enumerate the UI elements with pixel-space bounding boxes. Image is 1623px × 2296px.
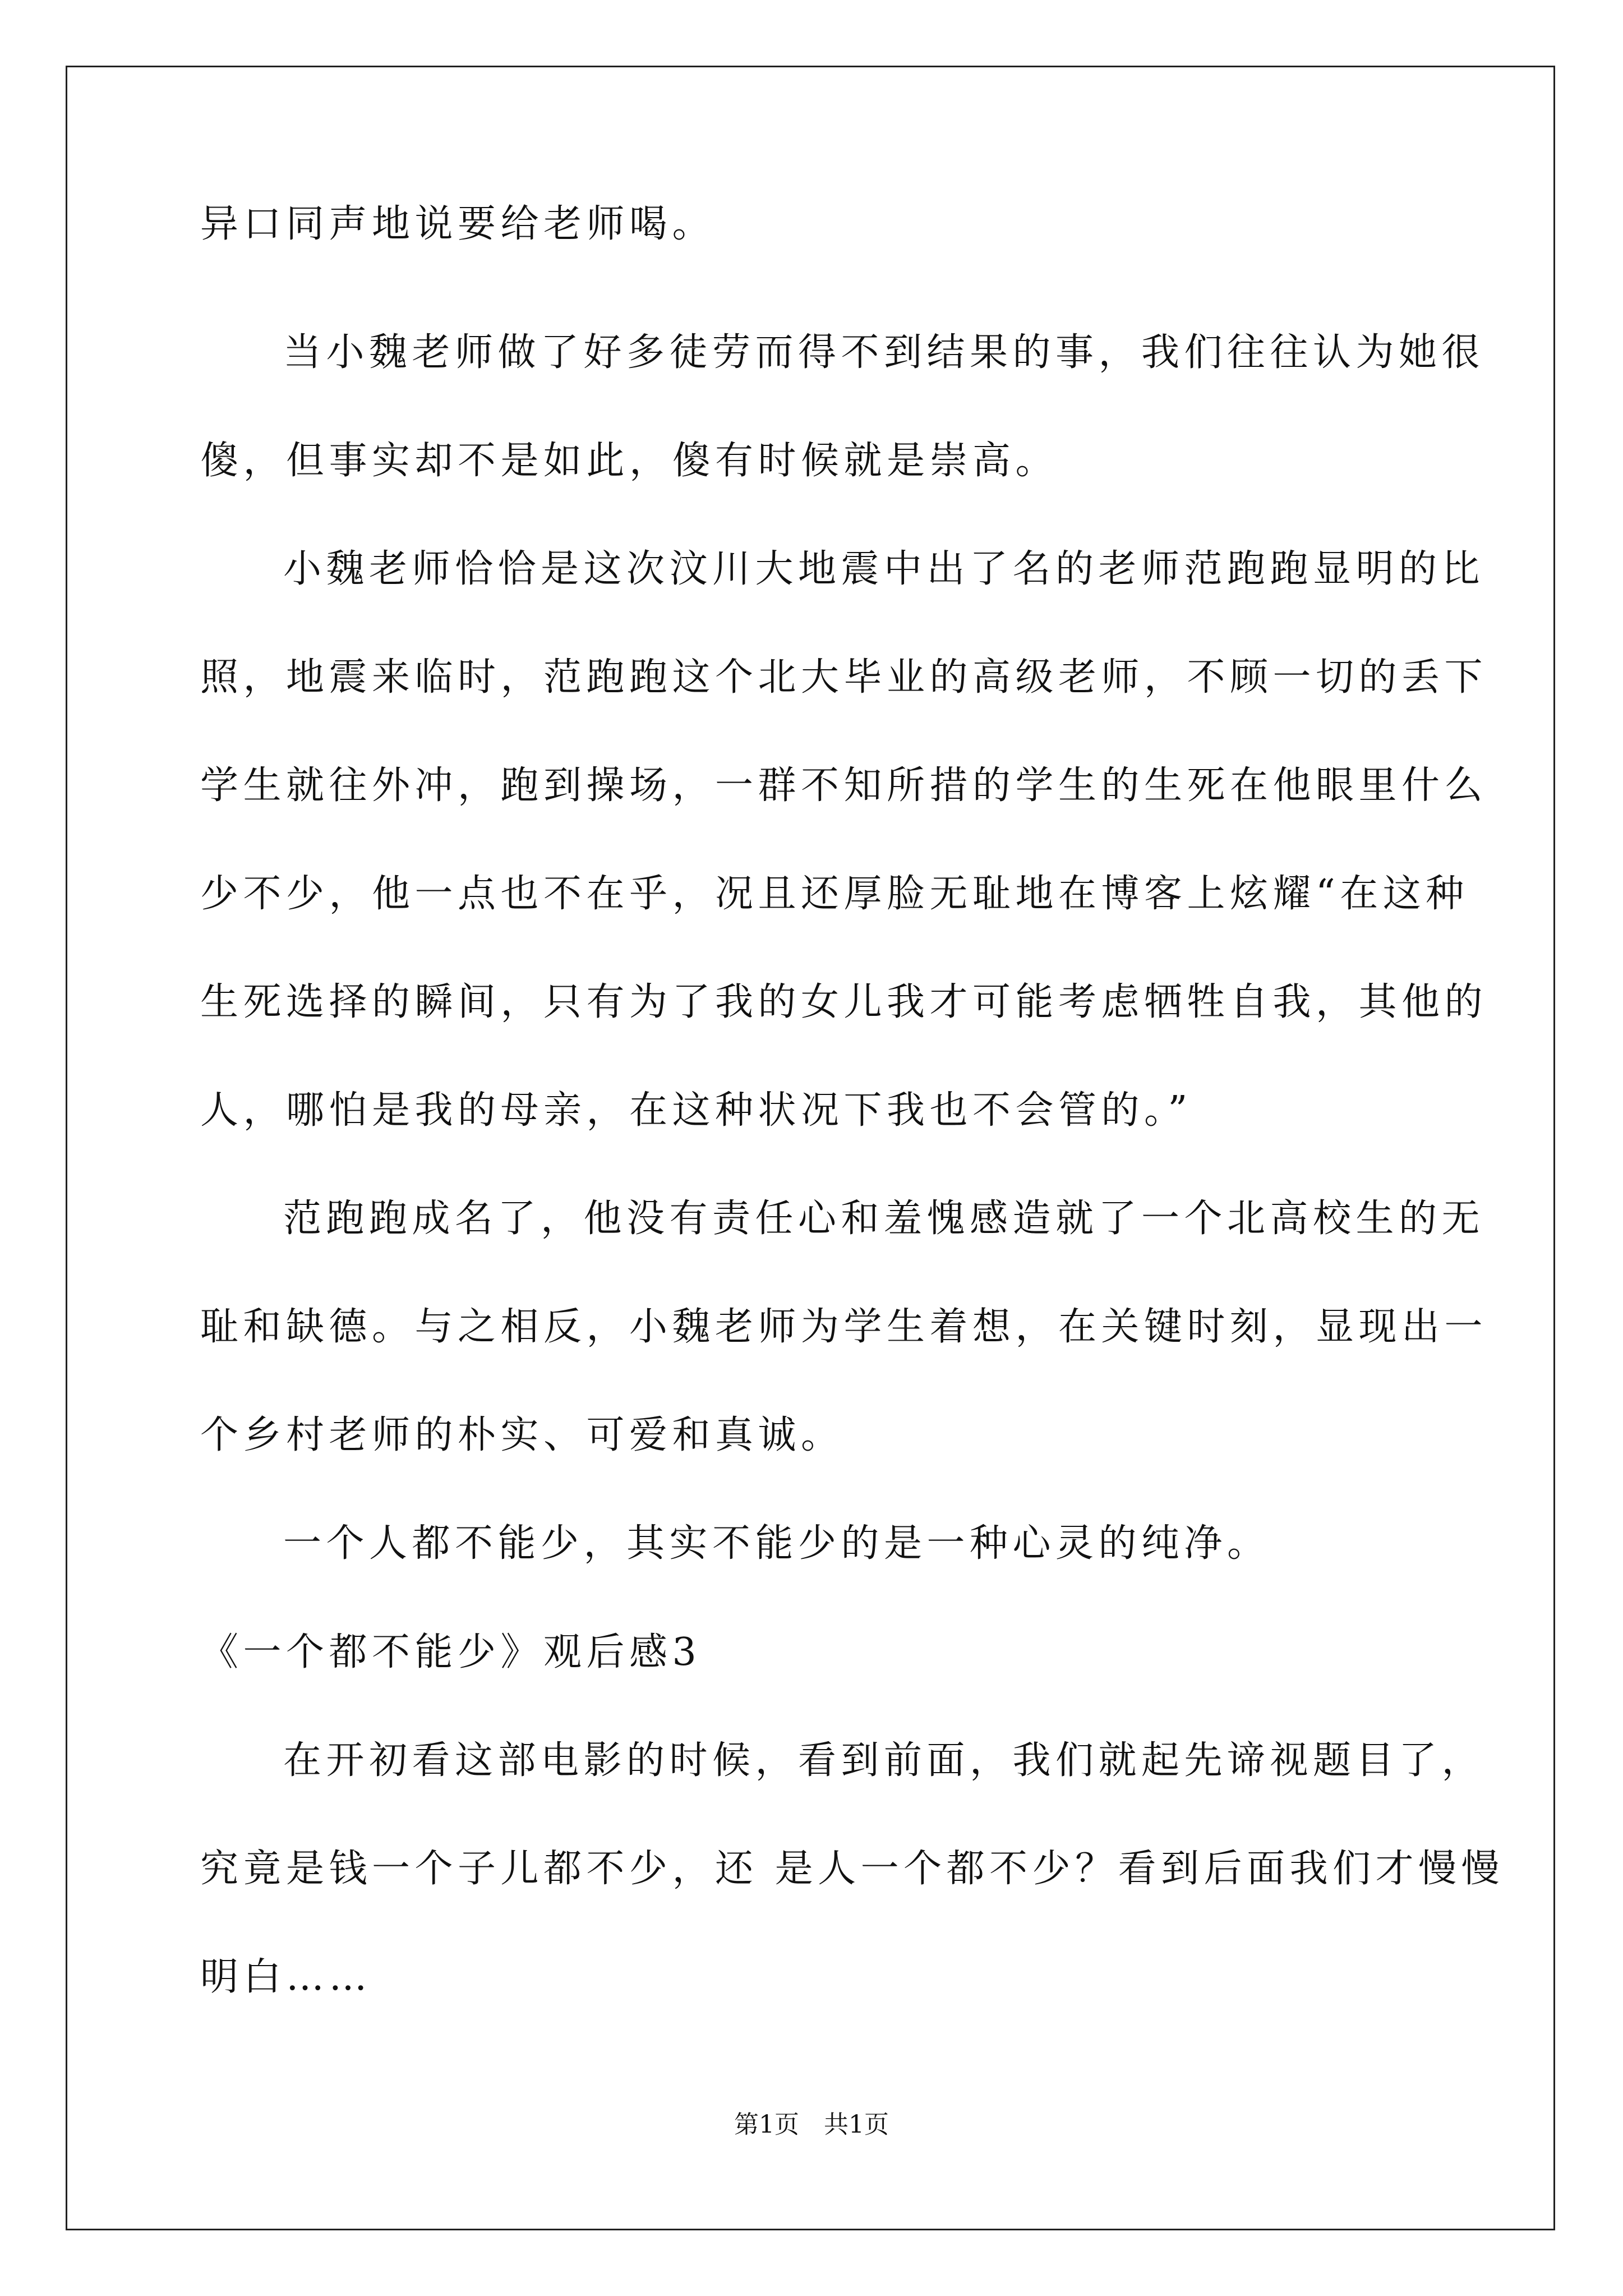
paragraph-start-line: 当小魏老师做了好多徒劳而得不到结果的事，我们往往认为她很 bbox=[283, 330, 1485, 375]
body-line: 究竟是钱一个子儿都不少，还 是人一个都不少？看到后面我们才慢慢 bbox=[200, 1847, 1505, 1891]
paragraph-start-line: 一个人都不能少，其实不能少的是一种心灵的纯净。 bbox=[283, 1521, 1270, 1566]
body-line: 个乡村老师的朴实、可爱和真诚。 bbox=[200, 1413, 844, 1457]
body-line: 明白…… bbox=[200, 1955, 372, 1999]
page-footer: 第1页 共1页 bbox=[734, 2110, 889, 2139]
body-line: 照，地震来临时，范跑跑这个北大毕业的高级老师，不顾一切的丢下 bbox=[200, 655, 1488, 700]
body-line: 生死选择的瞬间，只有为了我的女儿我才可能考虑牺牲自我，其他的 bbox=[200, 980, 1488, 1024]
body-line: 人，哪怕是我的母亲，在这种状况下我也不会管的。” bbox=[200, 1088, 1192, 1133]
body-line: 傻，但事实却不是如此，傻有时候就是崇高。 bbox=[200, 439, 1059, 483]
body-line: 学生就往外冲，跑到操场，一群不知所措的学生的生死在他眼里什么 bbox=[200, 763, 1488, 808]
page-border bbox=[66, 66, 1555, 2230]
paragraph-start-line: 在开初看这部电影的时候，看到前面，我们就起先谛视题目了， bbox=[283, 1738, 1485, 1783]
body-line: 异口同声地说要给老师喝。 bbox=[200, 202, 716, 246]
body-line: 耻和缺德。与之相反，小魏老师为学生着想，在关键时刻，显现出一 bbox=[200, 1305, 1488, 1349]
paragraph-start-line: 范跑跑成名了，他没有责任心和羞愧感造就了一个北高校生的无 bbox=[283, 1197, 1485, 1241]
paragraph-start-line: 小魏老师恰恰是这次汶川大地震中出了名的老师范跑跑显明的比 bbox=[283, 547, 1485, 591]
section-heading: 《一个都不能少》观后感3 bbox=[200, 1630, 702, 1674]
body-line: 少不少，他一点也不在乎，况且还厚脸无耻地在博客上炫耀“在这种 bbox=[200, 872, 1469, 916]
